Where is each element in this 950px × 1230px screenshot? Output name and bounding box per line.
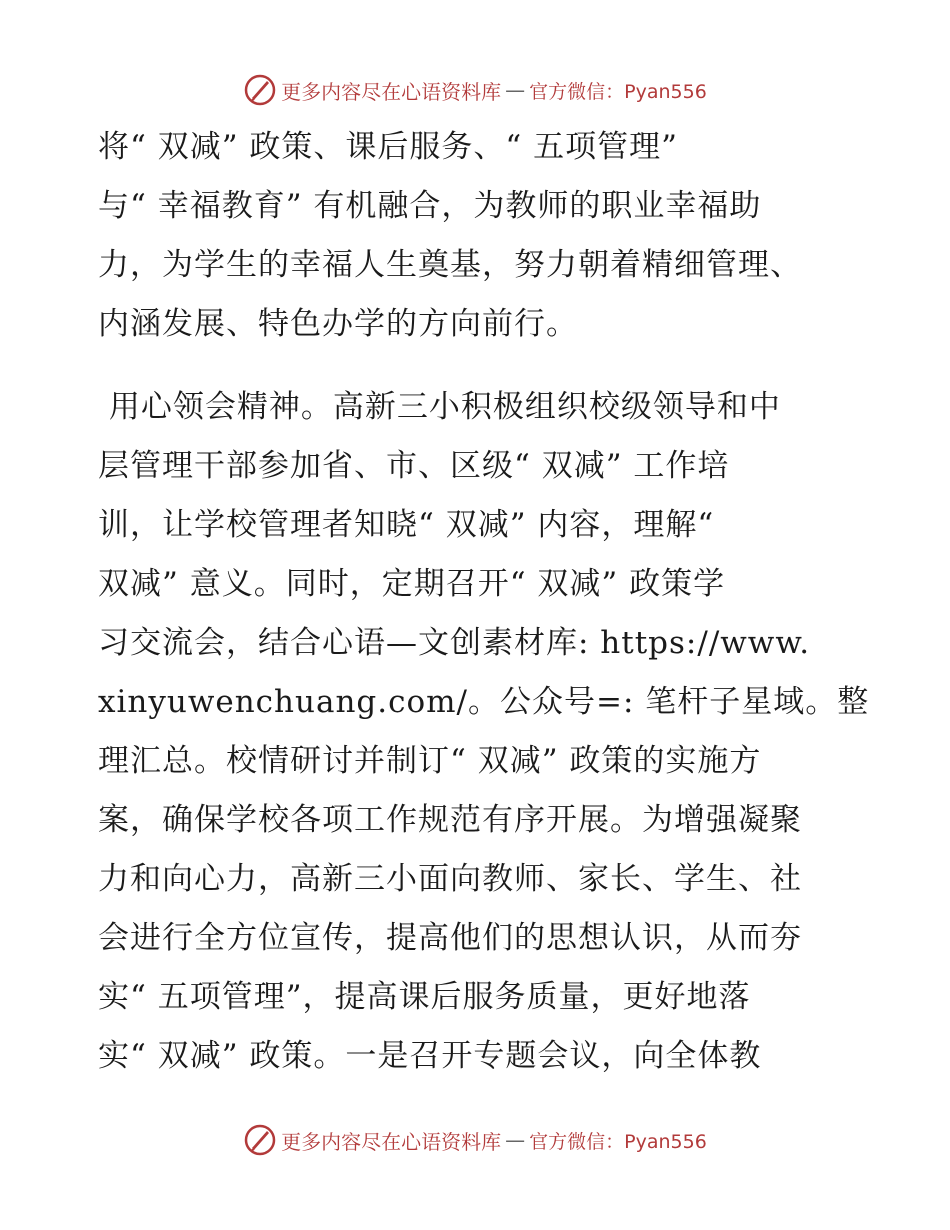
document-body [98,118,870,1086]
paragraph-1 [98,118,858,354]
banner-separator: — [505,78,526,102]
paragraph-line: 理汇总。校情研讨并制订“ 双减” 政策的实施方 [98,743,762,779]
feather-pen-logo-icon [243,73,277,107]
banner-text: 更多内容尽在心语资料库 [281,1129,502,1154]
paragraph-line: 案，确保学校各项工作规范有序开展。为增强凝聚 [98,802,802,838]
paragraph-line: 力和向心力，高新三小面向教师、家长、学生、社 [98,861,802,897]
paragraph-line: 将“ 双减” 政策、课后服务、“ 五项管理” [98,129,678,165]
footer-watermark-banner [0,1120,950,1160]
paragraph-spacer [98,354,858,378]
paragraph-line: 训，让学校管理者知晓“ 双减” 内容，理解“ [98,507,715,543]
paragraph-line: 习交流会，结合心语—文创素材库: https://www. [98,625,811,661]
banner-contact: 官方微信：Pyan556 [529,80,707,103]
banner-contact: 官方微信：Pyan556 [529,1130,707,1153]
paragraph-line: 内涵发展、特色办学的方向前行。 [98,306,578,342]
feather-pen-logo-icon [243,1123,277,1157]
paragraph-line: 用心领会精神。高新三小积极组织校级领导和中 [98,389,781,425]
paragraph-line: 力，为学生的幸福人生奠基，努力朝着精细管理、 [98,247,802,283]
paragraph-line: 与“ 幸福教育” 有机融合，为教师的职业幸福助 [98,188,762,224]
header-watermark-banner [0,70,950,110]
paragraph-line: 实“ 五项管理”，提高课后服务质量，更好地落 [98,979,751,1015]
paragraph-2 [98,378,870,1086]
banner-separator: — [505,1128,526,1152]
paragraph-line: 双减” 意义。同时，定期召开“ 双减” 政策学 [98,566,726,602]
paragraph-line: xinyuwenchuang.com/。公众号=: 笔杆子星域。整 [98,684,870,720]
banner-text: 更多内容尽在心语资料库 [281,79,502,104]
paragraph-line: 层管理干部参加省、市、区级“ 双减” 工作培 [98,448,730,484]
paragraph-line: 会进行全方位宣传，提高他们的思想认识，从而夯 [98,920,802,956]
paragraph-line: 实“ 双减” 政策。一是召开专题会议，向全体教 [98,1038,762,1074]
